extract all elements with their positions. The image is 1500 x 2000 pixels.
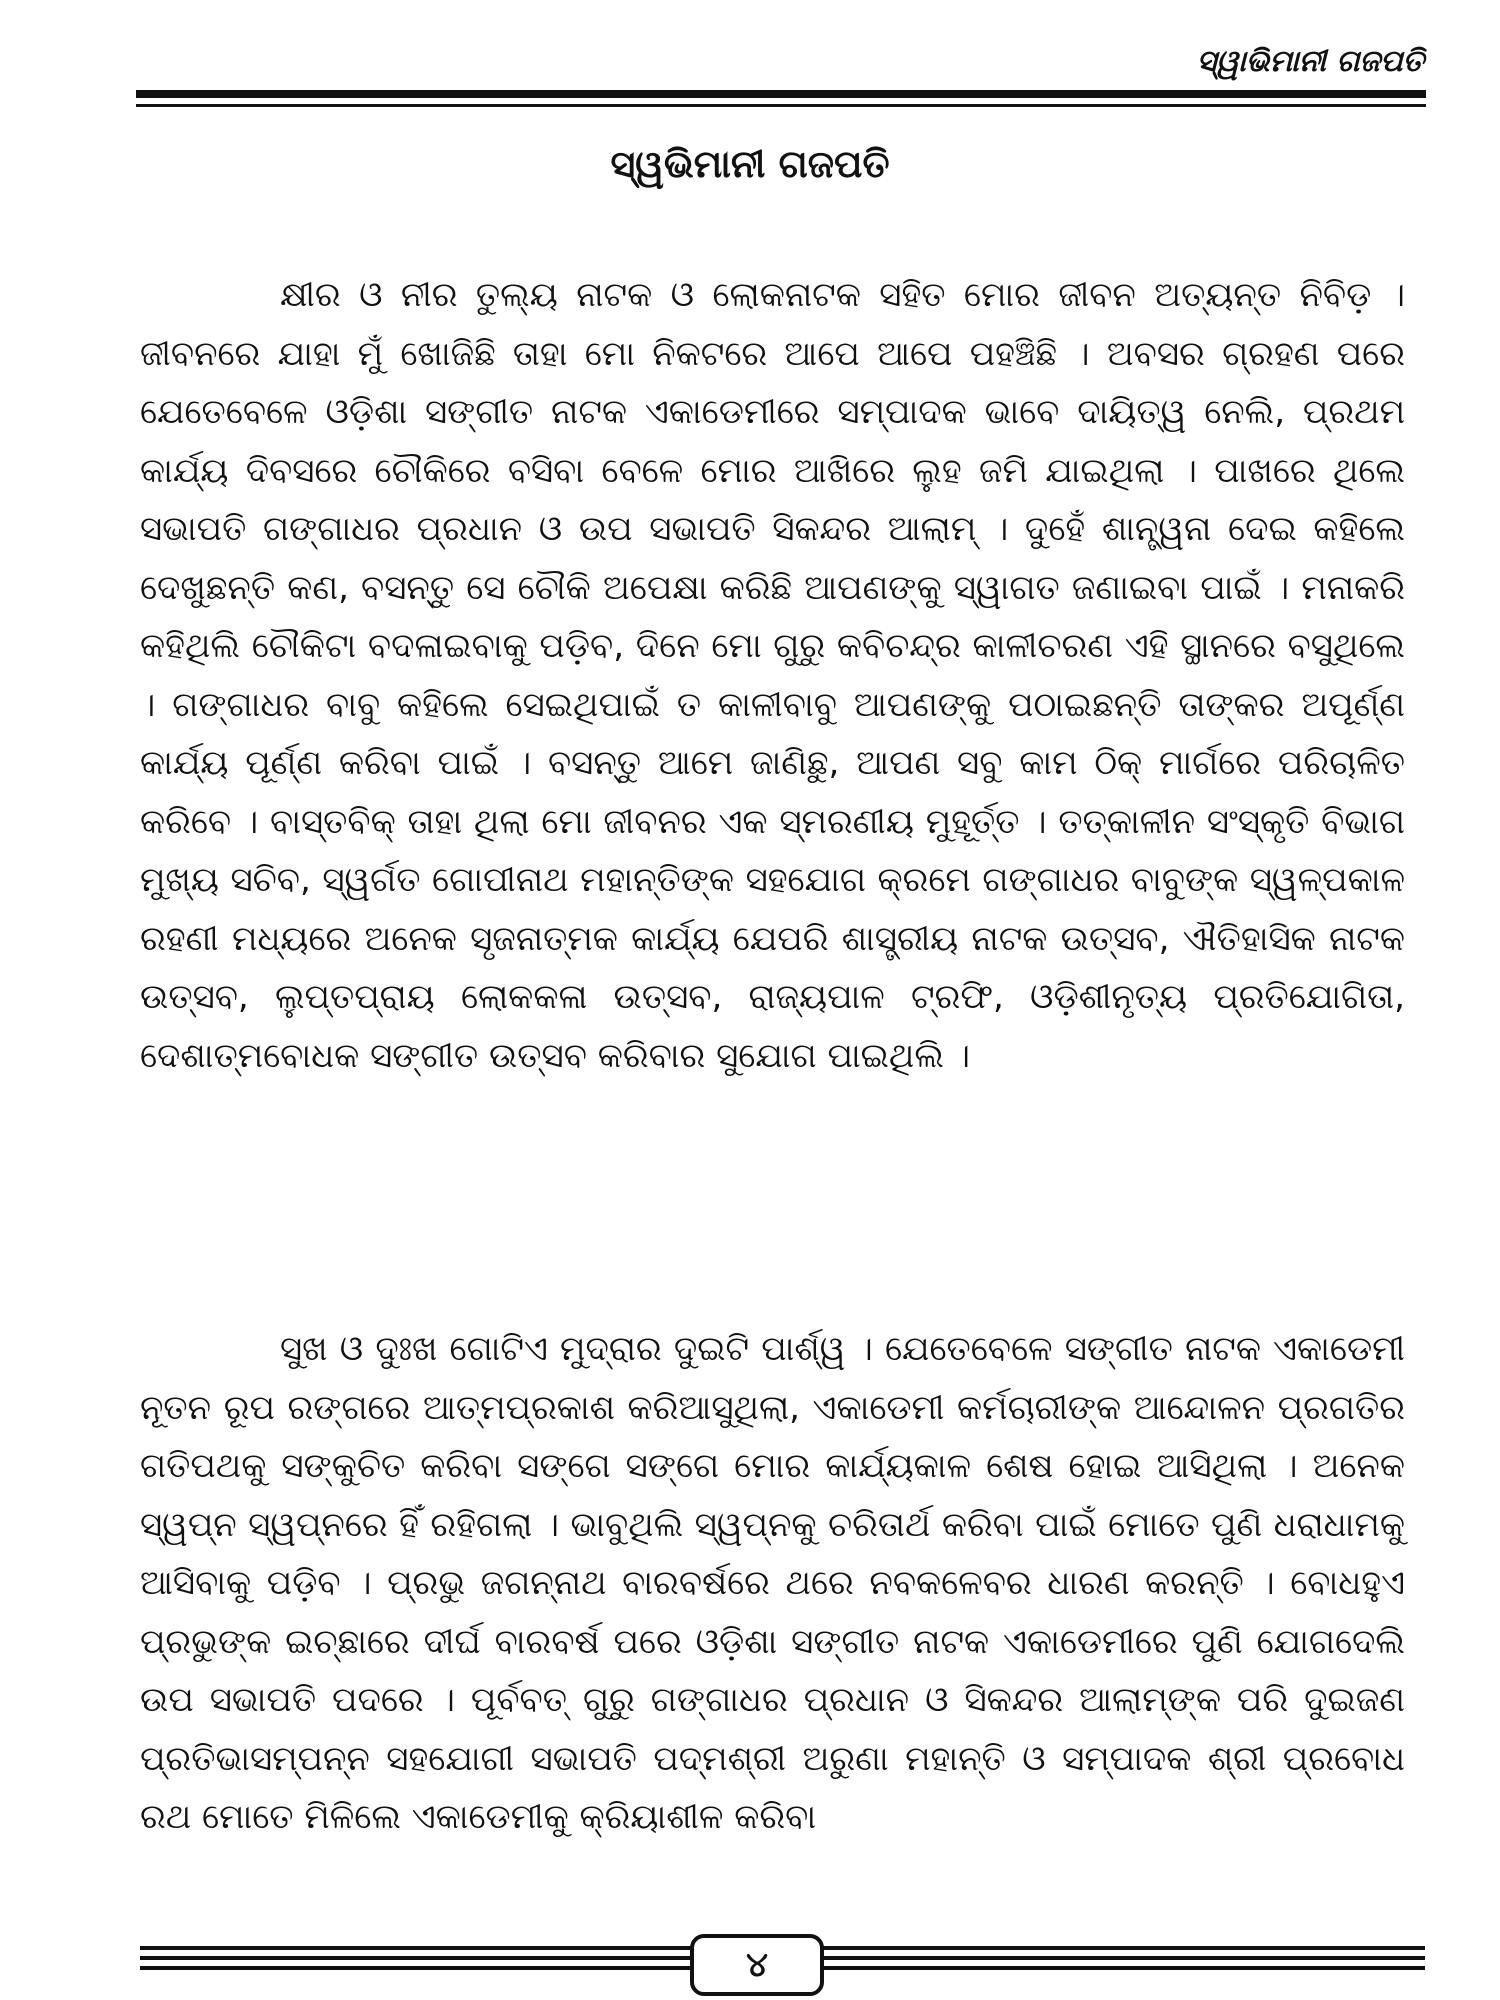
body-paragraph-2: ସୁଖ ଓ ଦୁଃଖ ଗୋଟିଏ ମୁଦ୍ରାର ଦୁଇଟି ପାର୍ଶ୍ୱ । ଯେତେବେଳେ ସଙ୍ଗୀତ ନାଟକ ଏକାଡେମୀ ନୂତନ ରୂପ ରଙ୍ଗରେ ଆତ୍ମପ୍ରକାଶ କରିଆସୁଥିଲା, ଏକାଡେମୀ କର୍ମଚାରୀଙ୍କ ଆନ୍ଦୋଳନ ପ୍ରଗତିର ଗତିପଥକୁ ସଙ୍କୁଚିତ କରିବା ସଙ୍ଗେ ସଙ୍ଗେ ମୋର କାର୍ଯ୍ୟକାଳ ଶେଷ ହୋଇ ଆସିଥିଲା । ଅନେକ ସ୍ୱପ୍ନ ସ୍ୱପ୍ନରେ ହିଁ ରହିଗଲା । ଭାବୁଥିଲି ସ୍ୱପ୍ନକୁ ଚରିତାର୍ଥ କରିବା ପାଇଁ ମୋତେ ପୁଣି ଧରାଧାମକୁ ଆସିବାକୁ ପଡ଼ିବ । ପ୍ରଭୁ ଜଗନ୍ନାଥ ବାରବର୍ଷରେ ଥରେ ନବକଳେବର ଧାରଣ କରନ୍ତି । ବୋଧହୁଏ ପ୍ରଭୁଙ୍କ ଇଚ୍ଛାରେ ଦୀର୍ଘ ବାରବର୍ଷ ପରେ ଓଡ଼ିଶା ସଙ୍ଗୀତ ନାଟକ ଏକାଡେମୀରେ ପୁଣି ଯୋଗଦେଲି ଉପ ସଭାପତି ପଦରେ । ପୂର୍ବବତ୍ ଗୁରୁ ଗଙ୍ଗାଧର ପ୍ରଧାନ ଓ ସିକନ୍ଦର ଆଲାମ୍ଙ୍କ ପରି ଦୁଇଜଣ ପ୍ରତିଭାସମ୍ପନ୍ନ ସହଯୋଗୀ ସଭାପତି ପଦ୍ମଶ୍ରୀ ଅରୁଣା ମହାନ୍ତି ଓ ସମ୍ପାଦକ ଶ୍ରୀ ପ୍ରବୋଧ ରଥ ମୋତେ ମିଳିଲେ ଏକାଡେମୀକୁ କ୍ରିୟାଶୀଳ କରିବା (140, 1329, 1405, 1837)
page-number: ୪ (690, 1934, 824, 1996)
running-header-title: ସ୍ୱାଭିମାନୀ ଗଜପତି (1196, 44, 1424, 79)
chapter-title: ସ୍ୱଭିମାନୀ ଗଜପତି (610, 142, 890, 186)
header-rule-thick (136, 90, 1426, 98)
body-paragraph-1: କ୍ଷୀର ଓ ନୀର ତୁଲ୍ୟ ନାଟକ ଓ ଲୋକନାଟକ ସହିତ ମୋର ଜୀବନ ଅତ୍ୟନ୍ତ ନିବିଡ଼ । ଜୀବନରେ ଯାହା ମୁଁ ଖୋଜିଛି ତାହା ମୋ ନିକଟରେ ଆପେ ଆପେ ପହଞ୍ଚିଛି । ଅବସର ଗ୍ରହଣ ପରେ ଯେତେବେଳେ ଓଡ଼ିଶା ସଙ୍ଗୀତ ନାଟକ ଏକାଡେମୀରେ ସମ୍ପାଦକ ଭାବେ ଦାୟିତ୍ୱ ନେଲି, ପ୍ରଥମ କାର୍ଯ୍ୟ ଦିବସରେ ଚୌକିରେ ବସିବା ବେଳେ ମୋର ଆଖିରେ ଲୁହ ଜମି ଯାଇଥିଲା । ପାଖରେ ଥିଲେ ସଭାପତି ଗଙ୍ଗାଧର ପ୍ରଧାନ ଓ ଉପ ସଭାପତି ସିକନ୍ଦର ଆଲାମ୍ । ଦୁହେଁ ଶାନ୍ତ୍ୱନା ଦେଇ କହିଲେ ଦେଖୁଛନ୍ତି କଣ, ବସନ୍ତୁ ସେ ଚୌକି ଅପେକ୍ଷା କରିଛି ଆପଣଙ୍କୁ ସ୍ୱାଗତ ଜଣାଇବା ପାଇଁ । ମନାକରି କହିଥିଲି ଚୌକିଟା ବଦଳାଇବାକୁ ପଡ଼ିବ, ଦିନେ ମୋ ଗୁରୁ କବିଚନ୍ଦ୍ର କାଳୀଚରଣ ଏହି ସ୍ଥାନରେ ବସୁଥିଲେ । ଗଙ୍ଗାଧର ବାବୁ କହିଲେ ସେଇଥିପାଇଁ ତ କାଳୀବାବୁ ଆପଣଙ୍କୁ ପଠାଇଛନ୍ତି ତାଙ୍କର ଅପୂର୍ଣ୍ଣ କାର୍ଯ୍ୟ ପୂର୍ଣ୍ଣ କରିବା ପାଇଁ । ବସନ୍ତୁ ଆମେ ଜାଣିଛୁ, ଆପଣ ସବୁ କାମ ଠିକ୍ ମାର୍ଗରେ ପରିଚାଳିତ କରିବେ । ବାସ୍ତବିକ୍ ତାହା ଥିଲା ମୋ ଜୀବନର ଏକ ସ୍ମରଣୀୟ ମୁହୂର୍ତ୍ତ । ତତ୍କାଳୀନ ସଂସ୍କୃତି ବିଭାଗ ମୁଖ୍ୟ ସଚିବ, ସ୍ୱର୍ଗତ ଗୋପୀନାଥ ମହାନ୍ତିଙ୍କ ସହଯୋଗ କ୍ରମେ ଗଙ୍ଗାଧର ବାବୁଙ୍କ ସ୍ୱଳ୍ପକାଳ ରହଣୀ ମଧ୍ୟରେ ଅନେକ ସୃଜନାତ୍ମକ କାର୍ଯ୍ୟ ଯେପରି ଶାସ୍ତ୍ରୀୟ ନାଟକ ଉତ୍ସବ, ଐତିହାସିକ ନାଟକ ଉତ୍ସବ, ଲୁପ୍ତପ୍ରାୟ ଲୋକକଳା ଉତ୍ସବ, ରାଜ୍ୟପାଳ ଟ୍ରଫି, ଓଡ଼ିଶୀନୃତ୍ୟ ପ୍ରତିଯୋଗିତା, ଦେଶାତ୍ମବୋଧକ ସଙ୍ଗୀତ ଉତ୍ସବ କରିବାର ସୁଯୋଗ ପାଇଥିଲି । (140, 275, 1405, 1076)
header-rule-thin (136, 104, 1426, 107)
